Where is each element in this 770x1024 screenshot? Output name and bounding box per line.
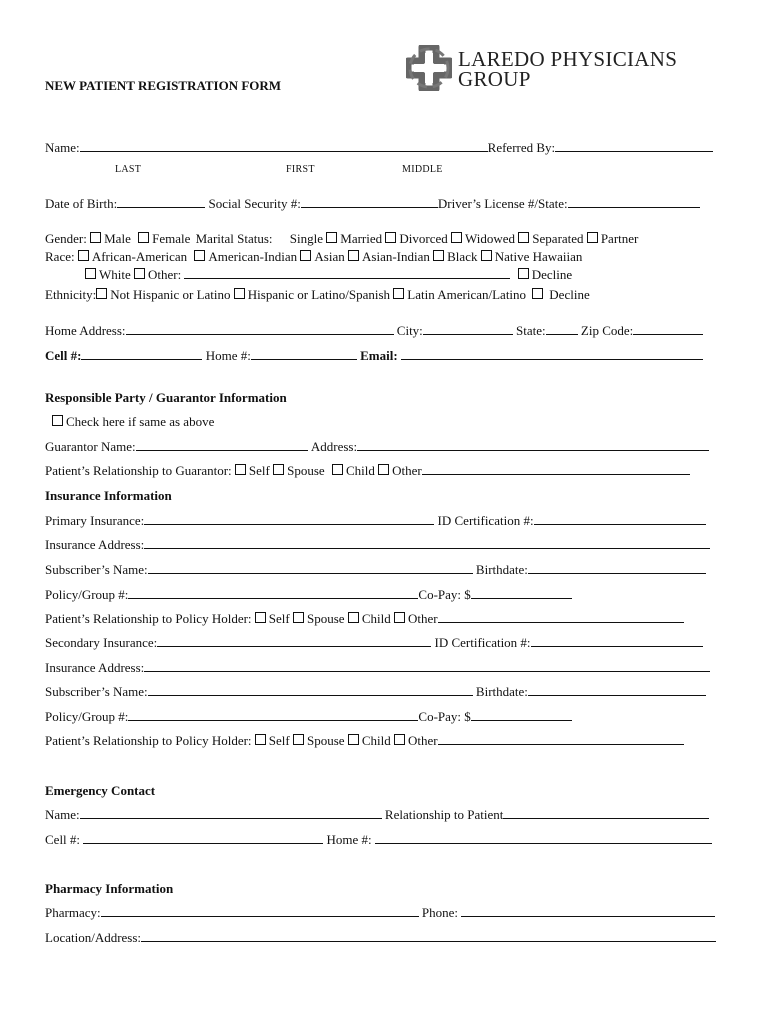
white-checkbox[interactable]	[85, 268, 96, 279]
emergency-relationship-label: Relationship to Patient	[384, 807, 504, 822]
guarantor-name-label: Guarantor Name:	[45, 439, 136, 454]
ssn-field[interactable]	[301, 195, 438, 208]
male-checkbox[interactable]	[90, 232, 101, 243]
referred-by-field[interactable]	[555, 139, 713, 152]
secondary-insurance-address-row	[45, 658, 710, 678]
latin-american-label: Latin American/Latino	[407, 287, 527, 302]
contact-row	[45, 346, 703, 366]
primary-insurance-address-field[interactable]	[144, 536, 710, 549]
name-field[interactable]	[80, 139, 488, 152]
secondary-other-label: Other	[407, 733, 438, 748]
email-field[interactable]	[401, 347, 703, 360]
pharmacy-phone-field[interactable]	[461, 904, 715, 917]
male-label: Male	[104, 231, 131, 246]
drivers-license-field[interactable]	[568, 195, 700, 208]
female-label: Female	[152, 231, 191, 246]
primary-insurance-label: Primary Insurance:	[45, 513, 145, 528]
emergency-phone-row	[45, 830, 712, 850]
emergency-heading: Emergency Contact	[45, 783, 156, 798]
secondary-policy-row	[45, 707, 572, 727]
primary-subscriber-row	[45, 560, 706, 580]
secondary-insurance-field[interactable]	[157, 634, 431, 647]
secondary-birthdate-label: Birthdate:	[475, 684, 528, 699]
primary-policy-field[interactable]	[128, 586, 418, 599]
african-american-checkbox[interactable]	[78, 250, 89, 261]
emergency-relationship-field[interactable]	[503, 806, 709, 819]
secondary-other-checkbox[interactable]	[394, 734, 405, 745]
secondary-id-label: ID Certification #:	[434, 635, 531, 650]
secondary-other-field[interactable]	[438, 732, 684, 745]
guarantor-address-field[interactable]	[357, 438, 709, 451]
primary-spouse-label: Spouse	[307, 611, 345, 626]
primary-insurance-address-label: Insurance Address:	[45, 537, 145, 552]
home-address-row	[45, 321, 703, 341]
patient-name-row	[45, 138, 713, 158]
secondary-subscriber-field[interactable]	[148, 683, 473, 696]
guarantor-other-label: Other	[392, 463, 422, 478]
race-label: Race:	[45, 249, 75, 264]
home-phone-label: Home #:	[205, 348, 251, 363]
primary-insurance-address-row	[45, 535, 710, 555]
city-label: City:	[396, 323, 423, 338]
pharmacy-row	[45, 903, 715, 923]
primary-policy-label: Policy/Group #:	[45, 587, 129, 602]
american-indian-label: American-Indian	[208, 249, 298, 264]
city-field[interactable]	[423, 322, 513, 335]
primary-relationship-label: Patient’s Relationship to Policy Holder:	[45, 611, 252, 626]
asian-indian-label: Asian-Indian	[362, 249, 430, 264]
secondary-self-label: Self	[268, 733, 290, 748]
state-label: State:	[516, 323, 546, 338]
separated-checkbox[interactable]	[518, 232, 529, 243]
same-as-above-label: Check here if same as above	[66, 414, 215, 429]
primary-subscriber-field[interactable]	[148, 561, 473, 574]
ethnicity-label: Ethnicity:	[45, 287, 97, 302]
logo-line-2: GROUP	[458, 67, 531, 91]
cross-logo-icon	[406, 45, 452, 91]
secondary-relationship-label: Patient’s Relationship to Policy Holder:	[45, 733, 252, 748]
race-row-2	[85, 265, 572, 285]
secondary-insurance-address-label: Insurance Address:	[45, 660, 145, 675]
not-hispanic-label: Not Hispanic or Latino	[110, 287, 231, 302]
primary-other-label: Other	[407, 611, 438, 626]
guarantor-other-checkbox[interactable]	[378, 464, 389, 475]
guarantor-address-label: Address:	[310, 439, 358, 454]
other-race-field[interactable]	[184, 266, 510, 279]
asian-label: Asian	[314, 249, 345, 264]
practice-logo	[406, 45, 676, 93]
secondary-birthdate-field[interactable]	[528, 683, 706, 696]
primary-copay-label: Co-Pay: $	[418, 587, 471, 602]
secondary-policy-field[interactable]	[128, 708, 418, 721]
decline-race-checkbox[interactable]	[518, 268, 529, 279]
cell-field[interactable]	[81, 347, 202, 360]
gender-label: Gender:	[45, 231, 87, 246]
primary-insurance-field[interactable]	[144, 512, 434, 525]
last-name-caption: LAST	[115, 164, 142, 175]
guarantor-child-checkbox[interactable]	[332, 464, 343, 475]
guarantor-relationship-label: Patient’s Relationship to Guarantor:	[45, 463, 232, 478]
guarantor-self-label: Self	[248, 463, 270, 478]
primary-id-label: ID Certification #:	[437, 513, 534, 528]
married-checkbox[interactable]	[326, 232, 337, 243]
home-address-field[interactable]	[126, 322, 394, 335]
middle-name-caption: MIDDLE	[402, 164, 443, 175]
primary-child-label: Child	[361, 611, 391, 626]
secondary-subscriber-row	[45, 682, 706, 702]
emergency-home-label: Home #:	[326, 832, 372, 847]
hispanic-checkbox[interactable]	[234, 288, 245, 299]
guarantor-self-checkbox[interactable]	[235, 464, 246, 475]
divorced-label: Divorced	[399, 231, 448, 246]
not-hispanic-checkbox[interactable]	[96, 288, 107, 299]
insurance-heading: Insurance Information	[45, 488, 172, 503]
primary-copay-field[interactable]	[471, 586, 572, 599]
primary-relationship-row	[45, 609, 684, 629]
primary-self-label: Self	[268, 611, 290, 626]
name-label: Name:	[45, 140, 80, 155]
primary-birthdate-field[interactable]	[528, 561, 706, 574]
guarantor-child-label: Child	[345, 463, 375, 478]
native-hawaiian-checkbox[interactable]	[481, 250, 492, 261]
guarantor-name-row	[45, 437, 709, 457]
guarantor-heading: Responsible Party / Guarantor Information	[45, 390, 287, 405]
asian-indian-checkbox[interactable]	[348, 250, 359, 261]
home-phone-field[interactable]	[251, 347, 357, 360]
dob-label: Date of Birth:	[45, 196, 118, 211]
zip-label: Zip Code:	[580, 323, 634, 338]
secondary-insurance-address-field[interactable]	[144, 659, 710, 672]
emergency-name-label: Name:	[45, 807, 80, 822]
pharmacy-heading: Pharmacy Information	[45, 881, 174, 896]
single-label: Single	[289, 231, 324, 246]
email-label: Email:	[360, 348, 398, 363]
black-checkbox[interactable]	[433, 250, 444, 261]
pharmacy-field[interactable]	[101, 904, 419, 917]
state-field[interactable]	[546, 322, 578, 335]
secondary-insurance-label: Secondary Insurance:	[45, 635, 158, 650]
secondary-policy-label: Policy/Group #:	[45, 709, 129, 724]
decline-ethnicity-checkbox[interactable]	[532, 288, 543, 299]
same-as-above-row	[52, 412, 214, 432]
marital-status-label: Marital Status:	[195, 231, 273, 246]
pharmacy-phone-label: Phone:	[421, 905, 458, 920]
home-address-label: Home Address:	[45, 323, 126, 338]
race-row	[45, 247, 582, 267]
separated-label: Separated	[532, 231, 584, 246]
form-title: NEW PATIENT REGISTRATION FORM	[45, 78, 282, 93]
other-race-checkbox[interactable]	[134, 268, 145, 279]
widowed-checkbox[interactable]	[451, 232, 462, 243]
widowed-label: Widowed	[465, 231, 516, 246]
white-label: White	[99, 267, 131, 282]
pharmacy-location-row	[45, 928, 716, 948]
primary-other-checkbox[interactable]	[394, 612, 405, 623]
emergency-cell-field[interactable]	[83, 831, 323, 844]
secondary-child-checkbox[interactable]	[348, 734, 359, 745]
secondary-self-checkbox[interactable]	[255, 734, 266, 745]
secondary-subscriber-label: Subscriber’s Name:	[45, 684, 148, 699]
native-hawaiian-label: Native Hawaiian	[494, 249, 583, 264]
pharmacy-location-field[interactable]	[141, 929, 716, 942]
primary-other-field[interactable]	[438, 610, 684, 623]
secondary-copay-field[interactable]	[471, 708, 572, 721]
divorced-checkbox[interactable]	[385, 232, 396, 243]
pharmacy-label: Pharmacy:	[45, 905, 101, 920]
black-label: Black	[447, 249, 478, 264]
ethnicity-row	[45, 285, 590, 305]
guarantor-relationship-row	[45, 461, 690, 481]
secondary-insurance-row	[45, 633, 703, 653]
partner-label: Partner	[600, 231, 639, 246]
primary-child-checkbox[interactable]	[348, 612, 359, 623]
guarantor-other-field[interactable]	[422, 462, 690, 475]
decline-ethnicity-label: Decline	[549, 287, 590, 302]
african-american-label: African-American	[91, 249, 188, 264]
secondary-id-field[interactable]	[531, 634, 703, 647]
decline-race-label: Decline	[531, 267, 573, 282]
female-checkbox[interactable]	[138, 232, 149, 243]
emergency-home-field[interactable]	[375, 831, 712, 844]
secondary-copay-label: Co-Pay: $	[418, 709, 471, 724]
dob-field[interactable]	[117, 195, 205, 208]
zip-field[interactable]	[633, 322, 703, 335]
primary-policy-row	[45, 585, 572, 605]
gender-marital-row	[45, 229, 638, 249]
primary-birthdate-label: Birthdate:	[475, 562, 528, 577]
logo-line-1: LAREDO PHYSICIANS	[458, 47, 678, 71]
same-as-above-checkbox[interactable]	[52, 415, 63, 426]
american-indian-checkbox[interactable]	[194, 250, 205, 261]
drivers-license-label: Driver’s License #/State:	[437, 196, 568, 211]
ssn-label: Social Security #:	[208, 196, 301, 211]
secondary-spouse-label: Spouse	[307, 733, 345, 748]
asian-checkbox[interactable]	[300, 250, 311, 261]
secondary-relationship-row	[45, 731, 684, 751]
secondary-child-label: Child	[361, 733, 391, 748]
primary-id-field[interactable]	[534, 512, 706, 525]
cell-label: Cell #:	[45, 348, 82, 363]
emergency-name-field[interactable]	[80, 806, 382, 819]
first-name-caption: FIRST	[286, 164, 315, 175]
emergency-cell-label: Cell #:	[45, 832, 81, 847]
secondary-spouse-checkbox[interactable]	[293, 734, 304, 745]
guarantor-spouse-checkbox[interactable]	[273, 464, 284, 475]
primary-spouse-checkbox[interactable]	[293, 612, 304, 623]
partner-checkbox[interactable]	[587, 232, 598, 243]
guarantor-name-field[interactable]	[136, 438, 308, 451]
referred-by-label: Referred By:	[487, 140, 556, 155]
hispanic-label: Hispanic or Latino/Spanish	[247, 287, 391, 302]
pharmacy-location-label: Location/Address:	[45, 930, 142, 945]
primary-insurance-row	[45, 511, 706, 531]
primary-subscriber-label: Subscriber’s Name:	[45, 562, 148, 577]
emergency-name-row	[45, 805, 709, 825]
guarantor-spouse-label: Spouse	[287, 463, 325, 478]
dob-row	[45, 194, 700, 214]
primary-self-checkbox[interactable]	[255, 612, 266, 623]
other-race-label: Other:	[148, 267, 182, 282]
latin-american-checkbox[interactable]	[393, 288, 404, 299]
married-label: Married	[340, 231, 383, 246]
